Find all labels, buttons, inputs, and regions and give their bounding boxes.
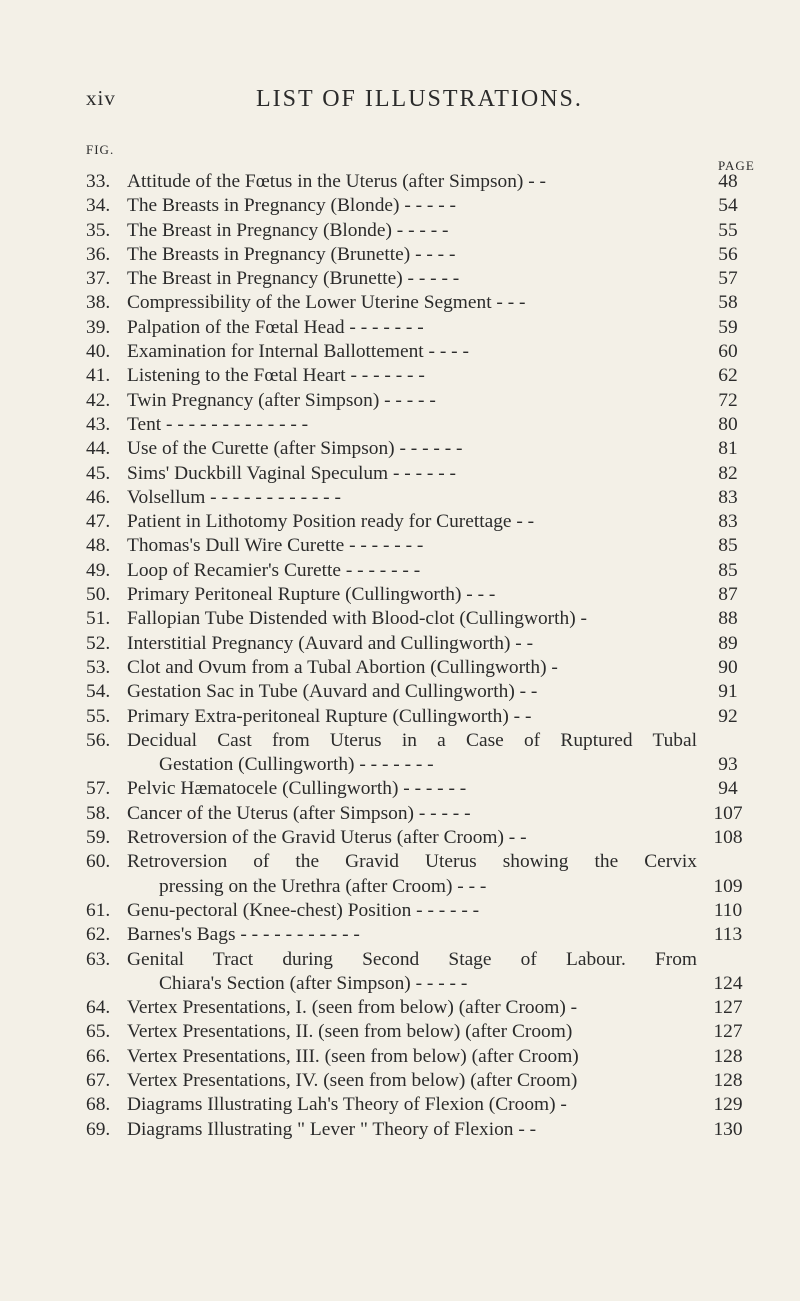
page-reference: 94 [718, 778, 738, 800]
page-reference: 109 [713, 875, 743, 897]
list-item [86, 437, 760, 461]
list-item [86, 340, 760, 364]
page-reference: 85 [718, 535, 738, 557]
page-reference: 89 [718, 632, 738, 654]
page-reference: 107 [713, 802, 743, 824]
figure-title: The Breasts in Pregnancy (Blonde) - - - - - [127, 195, 456, 217]
running-title: LIST OF ILLUSTRATIONS. [256, 86, 583, 112]
page-header [86, 86, 746, 120]
list-item [86, 607, 760, 631]
page-reference: 80 [718, 413, 738, 435]
figure-number: 59. [86, 827, 111, 849]
figure-number: 58. [86, 802, 111, 824]
figure-title: The Breast in Pregnancy (Blonde) - - - - - [127, 219, 449, 241]
list-item [86, 364, 760, 388]
figure-title: Retroversion of the Gravid Uterus (after Croom) - - [127, 827, 527, 849]
page-reference: 108 [713, 827, 743, 849]
figure-number: 69. [86, 1118, 111, 1140]
figure-number: 50. [86, 584, 111, 606]
list-item [86, 1069, 760, 1093]
figure-title: The Breast in Pregnancy (Brunette) - - - - - [127, 268, 460, 290]
page-reference: 93 [718, 754, 738, 776]
page-reference: 62 [718, 365, 738, 387]
figure-title: Examination for Internal Ballottement - - - - [127, 341, 469, 363]
figure-title: Gestation Sac in Tube (Auvard and Cullingworth) - - [127, 681, 538, 703]
figure-number: 42. [86, 389, 111, 411]
page-reference: 92 [718, 705, 738, 727]
list-item [86, 583, 760, 607]
figure-number: 51. [86, 608, 111, 630]
figure-number: 46. [86, 486, 111, 508]
figure-title: Volsellum - - - - - - - - - - - - [127, 486, 341, 508]
figure-title: Primary Peritoneal Rupture (Cullingworth) - - - [127, 584, 496, 606]
list-item [86, 267, 760, 291]
figure-title: Thomas's Dull Wire Curette - - - - - - - [127, 535, 424, 557]
figure-title: Barnes's Bags - - - - - - - - - - - [127, 924, 360, 946]
page-reference: 124 [713, 972, 743, 994]
figure-title: Retroversion of the Gravid Uterus showing the Cervix [127, 851, 697, 873]
list-item [86, 753, 760, 777]
figure-number: 67. [86, 1069, 111, 1091]
figure-title: Listening to the Fœtal Heart - - - - - - - [127, 365, 425, 387]
list-item [86, 729, 760, 753]
list-item [86, 316, 760, 340]
figure-title: Twin Pregnancy (after Simpson) - - - - - [127, 389, 436, 411]
figure-title: Genu-pectoral (Knee-chest) Position - - - - - - [127, 899, 480, 921]
page-reference: 58 [718, 292, 738, 314]
figure-number: 37. [86, 268, 111, 290]
list-item [86, 194, 760, 218]
list-item [86, 802, 760, 826]
figure-title: Vertex Presentations, I. (seen from below) (after Croom) - [127, 997, 578, 1019]
figure-title: Compressibility of the Lower Uterine Segment - - - [127, 292, 526, 314]
page-reference: 48 [718, 171, 738, 192]
fig-column-label: FIG. [86, 142, 115, 157]
illustrations-list [86, 170, 760, 1142]
page-reference: 113 [713, 924, 743, 946]
figure-number: 47. [86, 511, 111, 533]
figure-number: 63. [86, 948, 111, 970]
page-reference: 91 [718, 681, 738, 703]
figure-title: Vertex Presentations, III. (seen from below) (after Croom) [127, 1045, 579, 1067]
list-item [86, 462, 760, 486]
list-item [86, 899, 760, 923]
figure-title: The Breasts in Pregnancy (Brunette) - - - - [127, 243, 456, 265]
page-reference: 59 [718, 316, 738, 338]
figure-number: 54. [86, 681, 111, 703]
figure-number: 62. [86, 924, 111, 946]
figure-number: 64. [86, 997, 111, 1019]
figure-number: 33. [86, 171, 111, 192]
figure-number: 55. [86, 705, 111, 727]
figure-title: Loop of Recamier's Curette - - - - - - - [127, 559, 421, 581]
page-reference: 127 [713, 1021, 743, 1043]
figure-number: 57. [86, 778, 111, 800]
page-reference: 88 [718, 608, 738, 630]
figure-title: Patient in Lithotomy Position ready for Curettage - - [127, 511, 535, 533]
figure-title: Clot and Ovum from a Tubal Abortion (Cullingworth) - [127, 656, 558, 678]
figure-title: Use of the Curette (after Simpson) - - - - - - [127, 438, 463, 460]
figure-title: Interstitial Pregnancy (Auvard and Cullingworth) - - [127, 632, 534, 654]
page-reference: 55 [718, 219, 738, 241]
figure-number: 66. [86, 1045, 111, 1067]
page-reference: 129 [713, 1094, 743, 1116]
figure-title: Diagrams Illustrating Lah's Theory of Flexion (Croom) - [127, 1094, 567, 1116]
list-item [86, 243, 760, 267]
figure-number: 65. [86, 1021, 111, 1043]
page-reference: 72 [718, 389, 738, 411]
list-item [86, 510, 760, 534]
list-item [86, 875, 760, 899]
figure-number: 48. [86, 535, 111, 557]
page-reference: 128 [713, 1045, 743, 1067]
list-item [86, 1118, 760, 1142]
page-reference: 56 [718, 243, 738, 265]
list-item [86, 656, 760, 680]
figure-number: 44. [86, 438, 111, 460]
figure-number: 41. [86, 365, 111, 387]
list-item [86, 1020, 760, 1044]
list-item [86, 1045, 760, 1069]
figure-number: 60. [86, 851, 111, 873]
figure-number: 56. [86, 729, 111, 751]
list-item [86, 389, 760, 413]
page-reference: 110 [713, 899, 743, 921]
list-item [86, 534, 760, 558]
figure-number: 53. [86, 656, 111, 678]
list-item [86, 826, 760, 850]
list-item [86, 996, 760, 1020]
figure-number: 34. [86, 195, 111, 217]
list-item [86, 680, 760, 704]
figure-number: 49. [86, 559, 111, 581]
figure-title: pressing on the Urethra (after Croom) - - - [159, 875, 487, 897]
figure-title: Tent - - - - - - - - - - - - - [127, 413, 309, 435]
list-item [86, 948, 760, 972]
figure-title: Primary Extra-peritoneal Rupture (Cullingworth) - - [127, 705, 532, 727]
figure-title: Decidual Cast from Uterus in a Case of Ruptured Tubal [127, 729, 697, 751]
page-reference: 90 [718, 656, 738, 678]
figure-title: Attitude of the Fœtus in the Uterus (after Simpson) - - [127, 171, 546, 192]
list-item [86, 632, 760, 656]
page-reference: 130 [713, 1118, 743, 1140]
list-item [86, 559, 760, 583]
list-item [86, 170, 760, 194]
page-reference: 81 [718, 438, 738, 460]
figure-number: 68. [86, 1094, 111, 1116]
page-reference: 57 [718, 268, 738, 290]
figure-number: 40. [86, 341, 111, 363]
figure-number: 43. [86, 413, 111, 435]
page-reference: 128 [713, 1069, 743, 1091]
figure-title: Sims' Duckbill Vaginal Speculum - - - - - - [127, 462, 456, 484]
figure-title: Chiara's Section (after Simpson) - - - - - [159, 972, 468, 994]
list-item [86, 413, 760, 437]
list-item [86, 972, 760, 996]
figure-title: Pelvic Hæmatocele (Cullingworth) - - - - - - [127, 778, 467, 800]
figure-title: Genital Tract during Second Stage of Labour. From [127, 948, 697, 970]
figure-title: Palpation of the Fœtal Head - - - - - - - [127, 316, 424, 338]
page-column-label: PAGE [718, 158, 755, 173]
figure-title: Gestation (Cullingworth) - - - - - - - [159, 754, 434, 776]
page-reference: 85 [718, 559, 738, 581]
figure-number: 61. [86, 899, 111, 921]
list-item [86, 705, 760, 729]
figure-title: Vertex Presentations, II. (seen from below) (after Croom) [127, 1021, 573, 1043]
figure-number: 45. [86, 462, 111, 484]
figure-number: 39. [86, 316, 111, 338]
figure-number: 35. [86, 219, 111, 241]
list-item [86, 486, 760, 510]
page-reference: 83 [718, 486, 738, 508]
figure-title: Fallopian Tube Distended with Blood-clot (Cullingworth) - [127, 608, 587, 630]
list-item [86, 777, 760, 801]
page-reference: 127 [713, 997, 743, 1019]
list-item [86, 219, 760, 243]
list-item [86, 923, 760, 947]
page-reference: 87 [718, 584, 738, 606]
list-item [86, 850, 760, 874]
figure-number: 36. [86, 243, 111, 265]
list-item [86, 1093, 760, 1117]
page-reference: 83 [718, 511, 738, 533]
figure-number: 38. [86, 292, 111, 314]
figure-title: Cancer of the Uterus (after Simpson) - - - - - [127, 802, 471, 824]
page-number: xiv [86, 86, 116, 110]
page-reference: 82 [718, 462, 738, 484]
figure-title: Vertex Presentations, IV. (seen from below) (after Croom) [127, 1069, 578, 1091]
list-item [86, 291, 760, 315]
page-reference: 60 [718, 341, 738, 363]
figure-number: 52. [86, 632, 111, 654]
figure-title: Diagrams Illustrating " Lever " Theory of Flexion - - [127, 1118, 537, 1140]
page-reference: 54 [718, 195, 738, 217]
